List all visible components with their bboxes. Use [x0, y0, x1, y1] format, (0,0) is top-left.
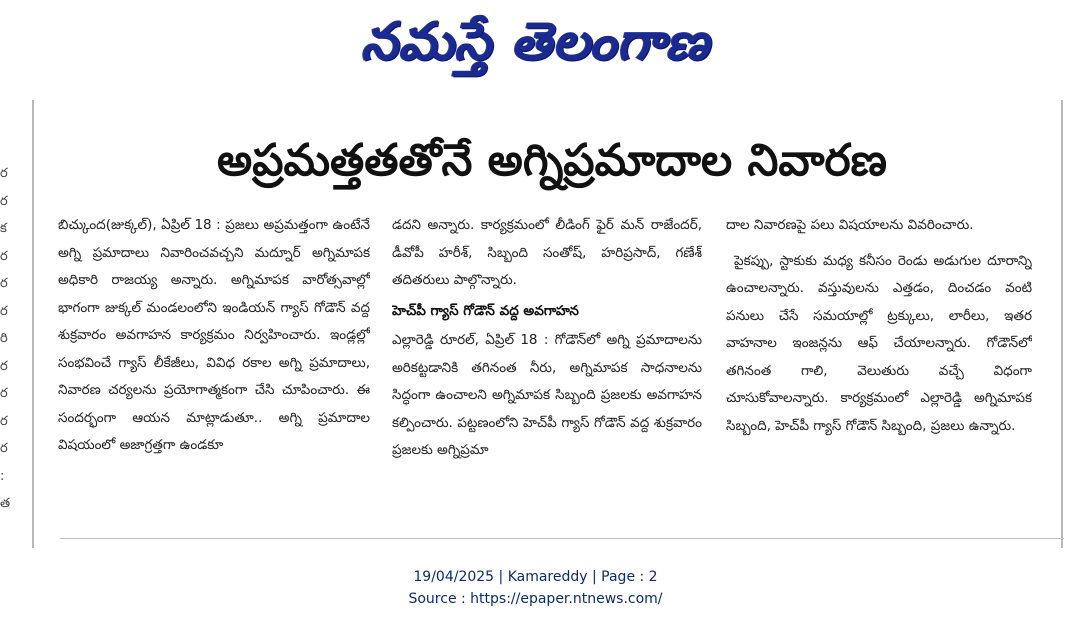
article-column-3: [726, 212, 1032, 522]
footer-date-edition-page: 19/04/2025 | Kamareddy | Page : 2: [413, 569, 658, 585]
column-2-text-top: డదని అన్నారు. కార్యక్రమంలో లీడింగ్ ఫైర్ మన్ రాజేందర్, డీవోపీ హరీశ్, సిబ్బంది సంతోష్, హరిప్రసాద్, గణేశ్ తదితరులు పాల్గొన్నారు.: [392, 217, 702, 288]
article-clipping: [32, 100, 1062, 548]
article-column-2: [392, 212, 702, 522]
newspaper-masthead: నమస్తే తెలంగాణ: [361, 11, 710, 72]
column-2-subheading: హెచ్‌పీ గ్యాస్ గోడౌన్ వద్ద అవగాహన: [392, 302, 579, 319]
left-border-rule: [32, 100, 34, 548]
column-1-text: బిచ్కుంద(జుక్కల్), ఏప్రిల్ 18 : ప్రజలు అప్రమత్తంగా ఉంటేనే అగ్ని ప్రమాదాలు నివారించవచ్చని మద్నూర్ అగ్నిమాపక అధికారి రాజయ్య అన్నారు. అగ్నిమాపక వారోత్సవాల్లో భాగంగా జుక్కల్ మండలంలోని ఇండియన్ గ్యాస్ గోడౌన్ వద్ద శుక్రవారం అవగాహన కార్యక్రమం నిర్వహించారు. ఇండ్లల్లో సంభవించే గ్యాస్ లీకేజీలు, వివిధ రకాల అగ్ని ప్రమాదాలు, నివారణ చర్యలను ప్రయోగాత్మకంగా చేసి చూపించారు. ఈ సందర్భంగా ఆయన మాట్లాడుతూ.. అగ్ని ప్రమాదాల విషయంలో అజాగ్రత్తగా ఉండకూ: [58, 217, 370, 453]
bottom-border-rule: [60, 538, 1064, 539]
column-3-text-top: దాల నివారణపై పలు విషయాలను వివరించారు.: [726, 217, 974, 233]
article-headline: అప్రమత్తతతోనే అగ్నిప్రమాదాల నివారణ: [217, 135, 887, 186]
footer-source-link[interactable]: Source : https://epaper.ntnews.com/: [408, 591, 663, 607]
column-2-text-bottom: ఎల్లారెడ్డి రూరల్, ఏప్రిల్ 18 : గోడౌన్‌లో అగ్ని ప్రమాదాలను అరికట్టడానికి తగినంత నీరు, అగ్నిమాపక సాధనాలను సిద్ధంగా ఉంచాలని అగ్నిమాపక సిబ్బంది ప్రజలకు అవగాహన కల్పించారు. పట్టణంలోని హెచ్‌పీ గ్యాస్ గోడౌన్ వద్ద శుక్రవారం ప్రజలకు అగ్నిప్రమా: [392, 332, 702, 458]
column-3-text-bottom: పైకప్పు, స్టాకుకు మధ్య కనీసం రెండు అడుగుల దూరాన్ని ఉంచాలన్నారు. వస్తువులను ఎత్తడం, దించడం వంటి పనులు చేసే సమయాల్లో ట్రక్కులు, లారీలు, ఇతర వాహనాల ఇంజన్లను ఆఫ్ చేయాలన్నారు. గోడౌన్‌లో తగినంత గాలి, వెలుతురు వచ్చే విధంగా చూసుకోవాలన్నారు. కార్యక్రమంలో ఎల్లారెడ్డి అగ్నిమాపక సిబ్బంది, హెచ్‌పీ గ్యాస్ గోడౌన్ సిబ్బంది, ప్రజలు ఉన్నారు.: [726, 252, 1032, 434]
right-border-rule: [1061, 100, 1063, 548]
adjacent-column-edge-text: ర ర క ర ర ర రి ర ర ర ర : త: [0, 166, 11, 511]
article-column-1: [58, 212, 370, 522]
source-footer: [0, 566, 1071, 610]
